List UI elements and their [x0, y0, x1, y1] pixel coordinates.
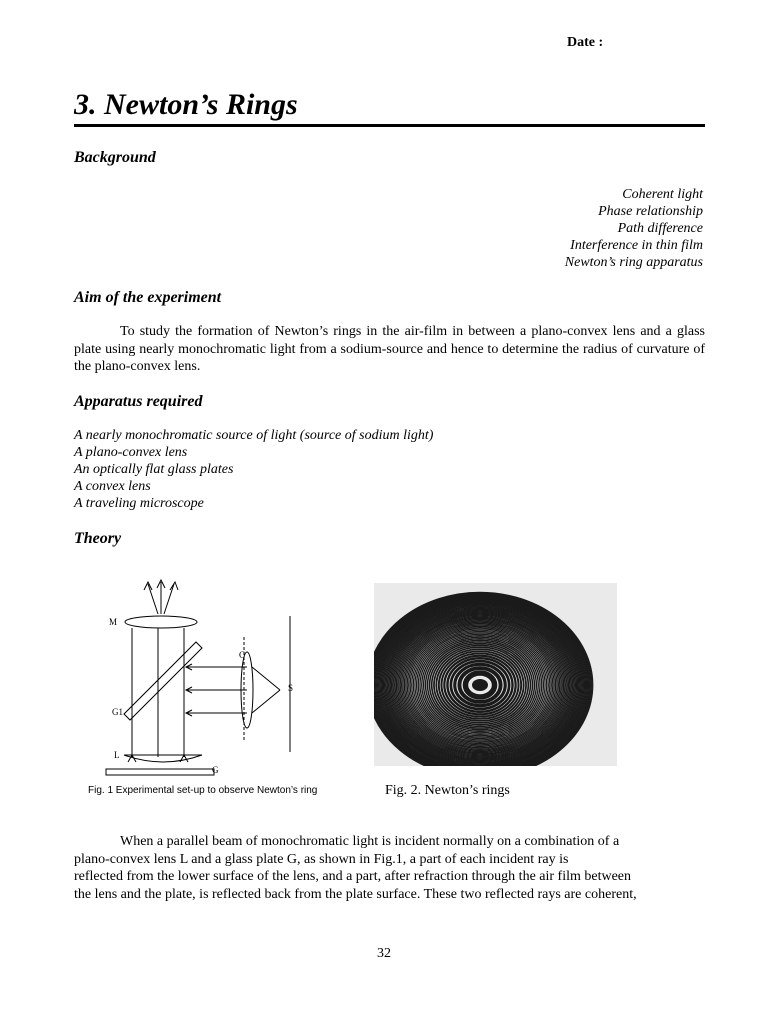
- theory-paragraph: [74, 833, 705, 903]
- apparatus-list: [74, 427, 433, 512]
- label-c: C: [239, 650, 246, 660]
- fig2-caption: Fig. 2. Newton’s rings: [385, 783, 510, 798]
- newtons-rings-image: [374, 583, 617, 766]
- aim-text: To study the formation of Newton’s rings in the air-film in between a plano-convex lens and a glass plate using nearly monochromatic light from a sodium-source and hence to determine the radius of curvature of the plano-convex lens.: [74, 324, 705, 375]
- label-l: L: [114, 750, 120, 760]
- theory-line: the lens and the plate, is reflected back from the plate surface. These two reflected rays are coherent,: [74, 886, 637, 902]
- keyword-item: Newton’s ring apparatus: [564, 255, 703, 270]
- page-title: 3. Newton’s Rings: [74, 88, 298, 121]
- label-m: M: [109, 617, 118, 627]
- aim-paragraph: [74, 323, 705, 376]
- theory-heading: Theory: [74, 530, 122, 547]
- theory-line: reflected from the lower surface of the lens, and a part, after refraction through the air film between: [74, 869, 632, 885]
- apparatus-item: An optically flat glass plates: [74, 462, 234, 477]
- theory-line: When a parallel beam of monochromatic light is incident normally on a combination of a: [120, 834, 620, 849]
- apparatus-item: A traveling microscope: [74, 496, 204, 511]
- page-number: 32: [377, 946, 391, 961]
- label-s: S: [288, 683, 294, 693]
- label-g: G: [212, 765, 219, 775]
- label-g1: G1: [112, 707, 123, 717]
- keyword-item: Path difference: [617, 221, 703, 236]
- ring-center: [472, 679, 488, 691]
- setup-diagram: [92, 572, 332, 782]
- fig1-caption: Fig. 1 Experimental set-up to observe Newton’s ring: [88, 785, 318, 796]
- background-heading: Background: [74, 149, 156, 166]
- date-label: Date :: [567, 35, 604, 50]
- keyword-item: Coherent light: [622, 187, 703, 202]
- theory-line: plano-convex lens L and a glass plate G, as shown in Fig.1, a part of each incident ray is: [74, 851, 569, 867]
- keyword-item: Phase relationship: [598, 204, 703, 219]
- apparatus-item: A plano-convex lens: [74, 445, 188, 460]
- apparatus-item: A convex lens: [74, 479, 151, 494]
- apparatus-item: A nearly monochromatic source of light (source of sodium light): [74, 428, 434, 443]
- keyword-list: [565, 186, 703, 271]
- aim-heading: Aim of the experiment: [74, 289, 222, 306]
- apparatus-heading: Apparatus required: [74, 393, 203, 410]
- keyword-item: Interference in thin film: [570, 238, 703, 253]
- title-rule: [74, 124, 705, 127]
